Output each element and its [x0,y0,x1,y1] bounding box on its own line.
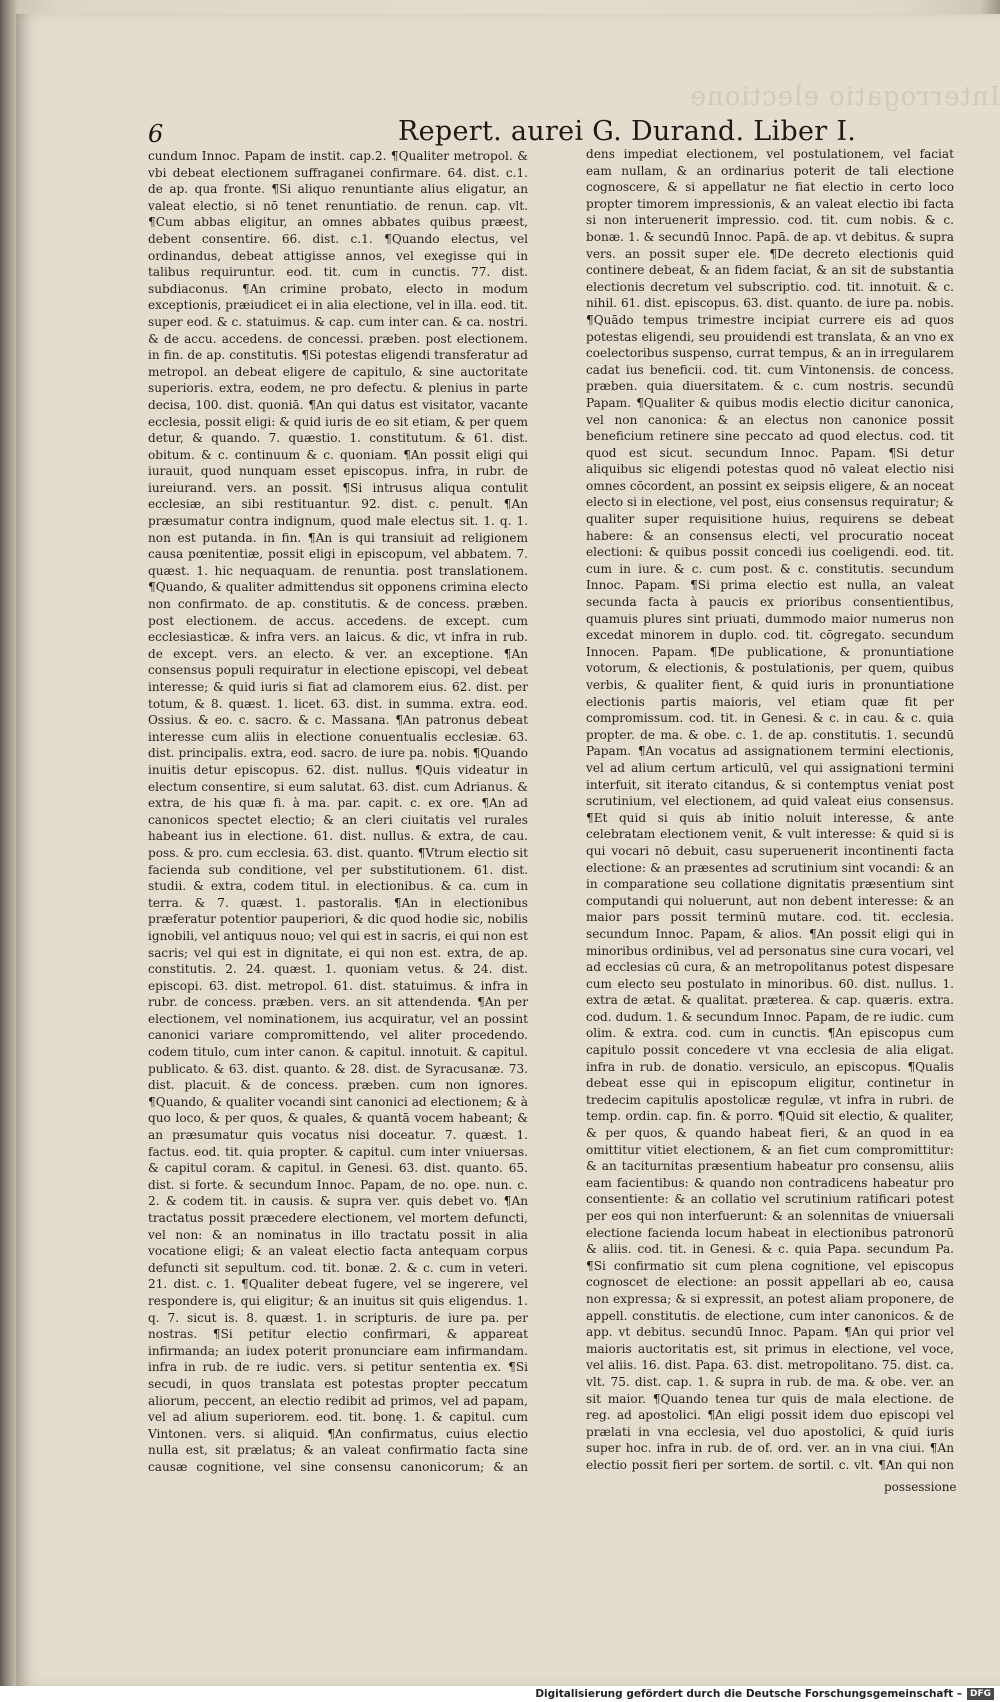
dfg-logo: DFG [967,1688,994,1700]
bleed-through-header: Interrogatio electione [689,82,1000,112]
running-head: Repert. aurei G. Durand. Liber I. [398,116,857,147]
funding-note: Digitalisierung gefördert durch die Deutsche Forschungsgemeinschaft – [535,1688,962,1700]
text-column-right: dens impediat electionem, vel postulationem, vel faciat eam nullam, & an ordinarius poterit de tali electione cognoscere, & si appellatur ne fiat electio in certo loco propter timorem impressionis, & an valeat electio ibi facta si non interuenerit impressio. cod. tit. cum nobis. & c. bonæ. 1. & secundū Innoc. Papā. de ap. vt debitus. & supra vers. an possit super ele. ¶De decreto electionis quid continere debeat, & an fidem faciat, & an sit de substantia electionis decretum vel subscriptio. cod. tit. innotuit. & c. nihil. 61. dist. episcopus. 63. dist. quanto. de iure pa. nobis. ¶Quādo tempus trimestre incipiat currere eis ad quos potestas eligendi, seu prouidendi est translata, & an vno ex coelectoribus suspenso, currat tempus, & an in irregularem cadat ius beneficii. cod. tit. cum Vintonensis. de concess. præben. quia diuersitatem. & c. cum nostris. secundū Papam. ¶Qualiter & quibus modis electio dicitur canonica, vel non canonica: & an electus non canonice possit beneficium retinere sine peccato ad quod electus. cod. tit quod est sicut. secundum Innoc. Papam. ¶Si detur aliquibus sic eligendi potestas quod nō valeat electio nisi omnes cōcordent, an possint ex seipsis eligere, & an noceat electo si in electione, vel post, eius consensus requiratur; & qualiter super requisitione huius, requirens se debeat habere: & an consensus electi, vel procuratio noceat electioni: & quibus possit concedi ius coeligendi. eod. tit. cum in iure. & c. cum post. & c. constitutis. secundum Innoc. Papam. ¶Si prima electio est nulla, an valeat secunda facta à paucis ex prioribus consentientibus, quamuis plures sint priuati, dummodo maior numerus non excedat minorem in duplo. cod. tit. cōgregato. secundum Innocen. Papam. ¶De publicatione, & pronuntiatione votorum, & electionis, & postulationis, per quem, quibus verbis, & qualiter fient, & quid iuris in pronuntiatione electionis partis maioris, vel etiam quæ fit per compromissum. cod. tit. in Genesi. & c. in cau. & c. quia propter. de ma. & obe. c. 1. de ap. constitutis. 1. secundū Papam. ¶An vocatus ad assignationem termini electionis, vel ad alium certum articulū, vel qui assignationi termini interfuit, sit iterato citandus, & si contemptus veniat post scrutinium, vel electionem, ad quid valeat eius consensus. ¶Et quid si quis ab initio noluit interesse, & ante celebratam electionem venit, & vult interesse: & quid si is qui vocari nō debuit, casu superuenerit incontinenti facta electione: & an præsentes ad scrutinium sint vocandi: & an in comparatione seu collatione dignitatis præsentium sint computandi qui noluerunt, aut non debent interesse: & an maior pars possit terminū mutare. cod. tit. ecclesia. secundum Innoc. Papam, & alios. ¶An possit eligi qui in minoribus ordinibus, vel ad personatus sine cura vocari, vel ad ecclesias cū cura, & an metropolitanus potest dispesare cum electo seu postulato in minoribus. 60. dist. nullus. 1. extra de ætat. & qualitat. præterea. & cap. quæris. extra. cod. dudum. 1. & secundum Innoc. Papam, de re iudic. cum olim. & extra. cod. cum in cunctis. ¶An episcopus cum capitulo possit concedere vt vna ecclesia de alia eligat. infra in rub. de donatio. versiculo, an episcopus. ¶Qualis debeat esse qui in episcopum eligitur, continetur in tredecim capitulis apostolicæ regulæ, vt infra in rubri. de temp. ordin. cap. fin. & porro. ¶Quid sit electio, & qualiter, & per quos, & quando habeat fieri, & an quod in ea omittitur vitiet electionem, & an fiet cum compromittitur: & an taciturnitas præsentium habeatur pro consensu, aliis eam facientibus: & quando non contradicens habeatur pro consentiente: & an collatio vel scrutinium ratificari potest per eos qui non interfuerunt: & an solennitas de vniuersali electione facienda locum habeat in electionibus patronorū & aliis. cod. tit. in Genesi. & c. quia Papa. secundum Pa. ¶Si confirmatio sit cum plena cognitione, vel episcopus cognoscet de electione: an possit appellari ab eo, causa non expressa; & si expressit, an potest aliam proponere, de appell. constitutis. de electione, cum inter canonicos. & de app. vt debitus. secundū Innoc. Papam. ¶An qui prior vel maioris auctoritatis est, sit primus in electione, vel voce, vel aliis. 16. dist. Papa. 63. dist. metropolitano. 75. dist. ca. vlt. 75. dist. cap. 1. & supra in rub. de ma. & obe. ver. an sit maior. ¶Quando tenea tur quis de mala electione. de reg. ad apostolici. ¶An eligi possit idem duo episcopi vel prælati in vna ecclesia, vel duo apostolici, & quid iuris super hoc. infra in rub. de of. ord. ver. an in vna ciui. ¶An electio possit fieri per sortem. de sortil. c. vlt. ¶An qui non [586,147,954,1472]
page-number: 6 [148,120,164,148]
catchword: possessione [884,1480,957,1494]
text-column-left: cundum Innoc. Papam de instit. cap.2. ¶Qualiter metropol. & vbi debeat electionem suffraganei confirmare. 64. dist. c.1. de ap. qua fronte. ¶Si aliquo renuntiante alius eligatur, an valeat electio, si nō tenet renuntiatio. de renun. cap. vlt. ¶Cum abbas eligitur, an omnes abbates quibus præest, debent consentire. 66. dist. c.1. ¶Quando electus, vel ordinandus, debeat attigisse annos, vel exegisse qui in talibus requiruntur. eod. tit. cum in cunctis. 77. dist. subdiaconus. ¶An crimine probato, electo in modum exceptionis, præiudicet ei in alia electione, vel in illa. eod. tit. super eod. & c. statuimus. & cap. cum inter can. & ca. nostri. & de accu. accedens. de concessi. præben. post electionem. in fin. de ap. constitutis. ¶Si potestas eligendi transferatur ad metropol. an debeat eligere de capitulo, & sine auctoritate superioris. extra, eodem, ne pro defectu. & plenius in parte decisa, 100. dist. quoniā. ¶An qui datus est visitator, vacante ecclesia, possit eligi: & quid iuris de eo sit etiam, & per quem detur, & quando. 7. quæstio. 1. constitutum. & 61. dist. obitum. & c. continuum & c. quoniam. ¶An possit eligi qui iurauit, quod nunquam esset episcopus. infra, in rubr. de iureiurand. vers. an possit. ¶Si intrusus aliqua contulit ecclesiæ, an sibi restituantur. 92. dist. c. penult. ¶An præsumatur contra indignum, quod male electus sit. 1. q. 1. non est putanda. in fin. ¶An is qui transiuit ad religionem causa pœnitentiæ, possit eligi in episcopum, vel abbatem. 7. quæst. 1. hic nequaquam. de renuntia. post translationem. ¶Quando, & qualiter admittendus sit opponens crimina electo non confirmato. de ap. constitutis. & de concess. præben. post electionem. de accus. accedens. de except. cum ecclesiasticæ. & infra vers. an laicus. & dic, vt infra in rub. de except. vers. an electo. & ver. an exceptione. ¶An consensus populi requiratur in electione episcopi, vel debeat interesse; & quid iuris si fiat ad clamorem eius. 62. dist. per totum, & 8. quæst. 1. licet. 63. dist. in summa. extra. eod. Ossius. & eo. c. sacro. & c. Massana. ¶An patronus debeat interesse cum aliis in electione conuentualis ecclesiæ. 63. dist. principalis. extra, eod. sacro. de iure pa. nobis. ¶Quando inuitis detur episcopus. 62. dist. nullus. ¶Quis videatur in electum consentire, si eum salutat. 63. dist. cum Adrianus. & extra, de his quæ fi. à ma. par. capit. c. ex ore. ¶An ad canonicos spectet electio; & an cleri ciuitatis vel rurales habeant ius in electione. 61. dist. nullus. & extra, de cau. poss. & pro. cum ecclesia. 63. dist. quanto. ¶Vtrum electio sit facienda sub conditione, vel per substitutionem. 61. dist. studii. & extra, codem titul. in electionibus. & ca. cum in terra. & 7. quæst. 1. pastoralis. ¶An in electionibus præferatur potentior pauperiori, & dic quod hodie sic, nobilis ignobili, vel antiquus nouo; vel qui est in sacris, ei qui non est sacris; vel qui est in dignitate, ei qui non est. extra, de ap. constitutis. 2. 24. quæst. 1. quoniam vetus. & 24. dist. episcopi. 63. dist. metropol. 61. dist. statuimus. & infra in rubr. de concess. præben. vers. an sit attendenda. ¶An per electionem, vel nominationem, ius acquiratur, vel an possint canonici variare compromittendo, vel aliter procedendo. codem titulo, cum inter canon. & capitul. innotuit. & capitul. publicato. & 63. dist. quanto. & 28. dist. de Syracusanæ. 73. dist. placuit. & de concess. præben. cum non ignores. ¶Quando, & qualiter vocandi sint canonici ad electionem; & à quo loco, & per quos, & quales, & quantā vocem habeant; & an præsumatur quis vocatus nisi doceatur. 7. quæst. 1. factus. eod. tit. quia propter. & capitul. cum inter vniuersas. & capitul coram. & capitul. in Genesi. 63. dist. quanto. 65. dist. si forte. & secundum Innoc. Papam, de no. ope. nun. c. 2. & codem tit. in causis. & supra ver. quis debet vo. ¶An tractatus possit præcedere electionem, vel mortem defuncti, vel non: & an nominatus in illo tractatu possit in alia vocatione eligi; & an valeat electio facta antequam corpus defuncti sit sepultum. cod. tit. bonæ. 2. & c. cum in veteri. 21. dist. c. 1. ¶Qualiter debeat fugere, vel se ingerere, vel respondere is, qui eligitur; & an inuitus sit quis eligendus. 1. q. 7. sicut is. 8. quæst. 1. in scripturis. de iure pa. per nostras. ¶Si petitur electio confirmari, & appareat infirmanda; an iudex poterit pronunciare eam infirmandam. infra in rub. de re iudic. vers. si petitur sententia ex. ¶Si secudi, in quos translata est potestas propter peccatum aliorum, peccent, an electio redibit ad primos, vel ad papam, vel ad alium superiorem. eod. tit. bonę. 1. & capitul. cum Vintonen. vers. si aliquid. ¶An confirmatus, cuius electio nulla est, sit prælatus; & an valeat confirmatio facta sine causæ cognitione, vel sine consensu canonicorum; & an [148,149,528,1474]
